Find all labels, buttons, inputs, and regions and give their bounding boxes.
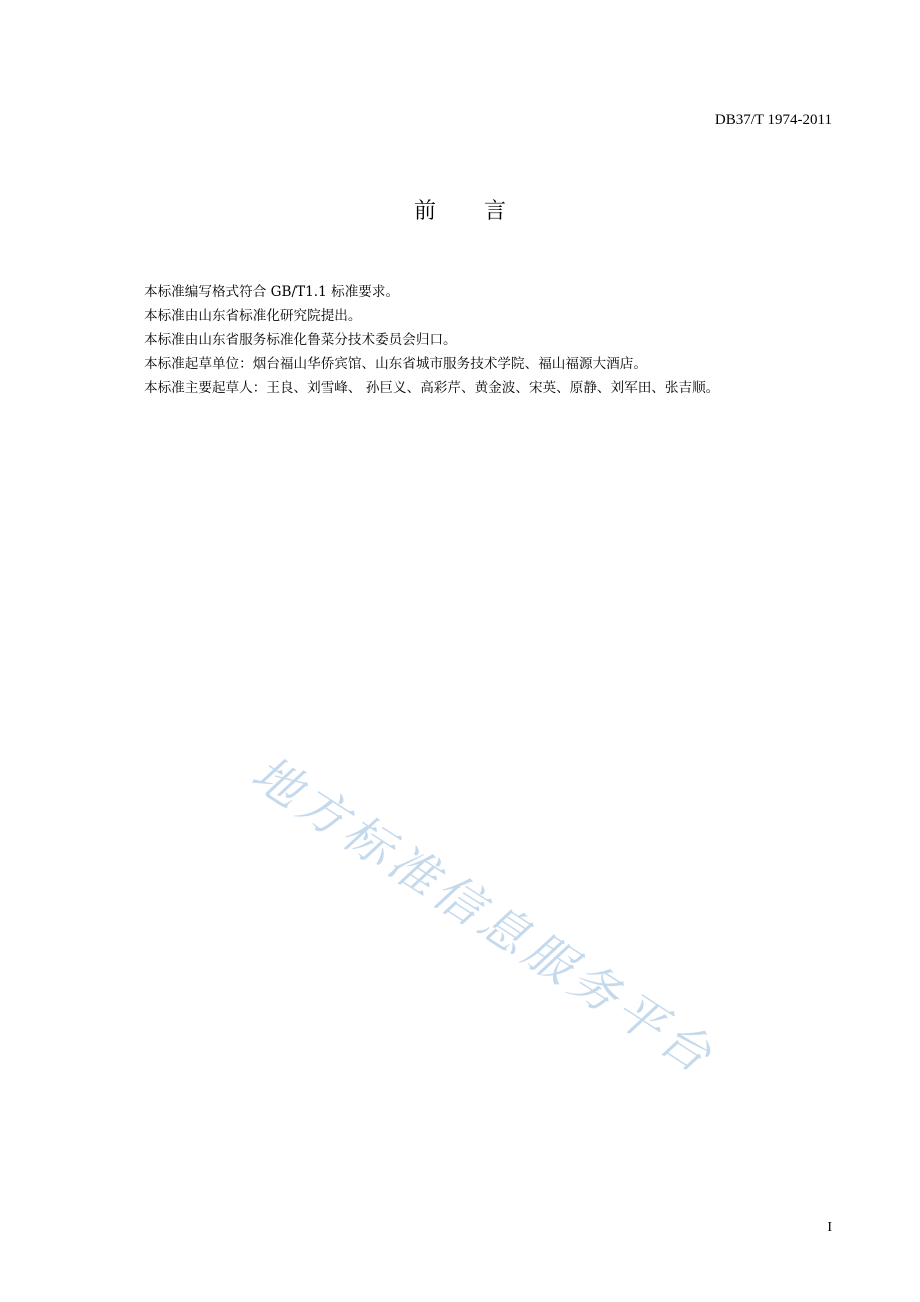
page-title: 前言 [413,199,554,224]
paragraph-format: 本标准编写格式符合 GB/T1.1 标准要求。 [144,284,400,300]
paragraph-proposer: 本标准由山东省标准化研究院提出。 [144,308,362,324]
standard-code: DB37/T 1974-2011 [714,112,832,128]
page-number: I [827,1220,832,1235]
paragraph-drafting-units: 本标准起草单位：烟台福山华侨宾馆、山东省城市服务技术学院、福山福源大酒店。 [144,356,647,372]
watermark: 地方标准信息服务平台 [241,745,726,1087]
paragraph-committee: 本标准由山东省服务标准化鲁菜分技术委员会归口。 [144,332,457,348]
foreword-body [144,280,844,400]
paragraph-drafters: 本标准主要起草人：王良、刘雪峰、 孙巨义、高彩芹、黄金波、宋英、原静、刘军田、张吉顺。 [144,380,720,396]
